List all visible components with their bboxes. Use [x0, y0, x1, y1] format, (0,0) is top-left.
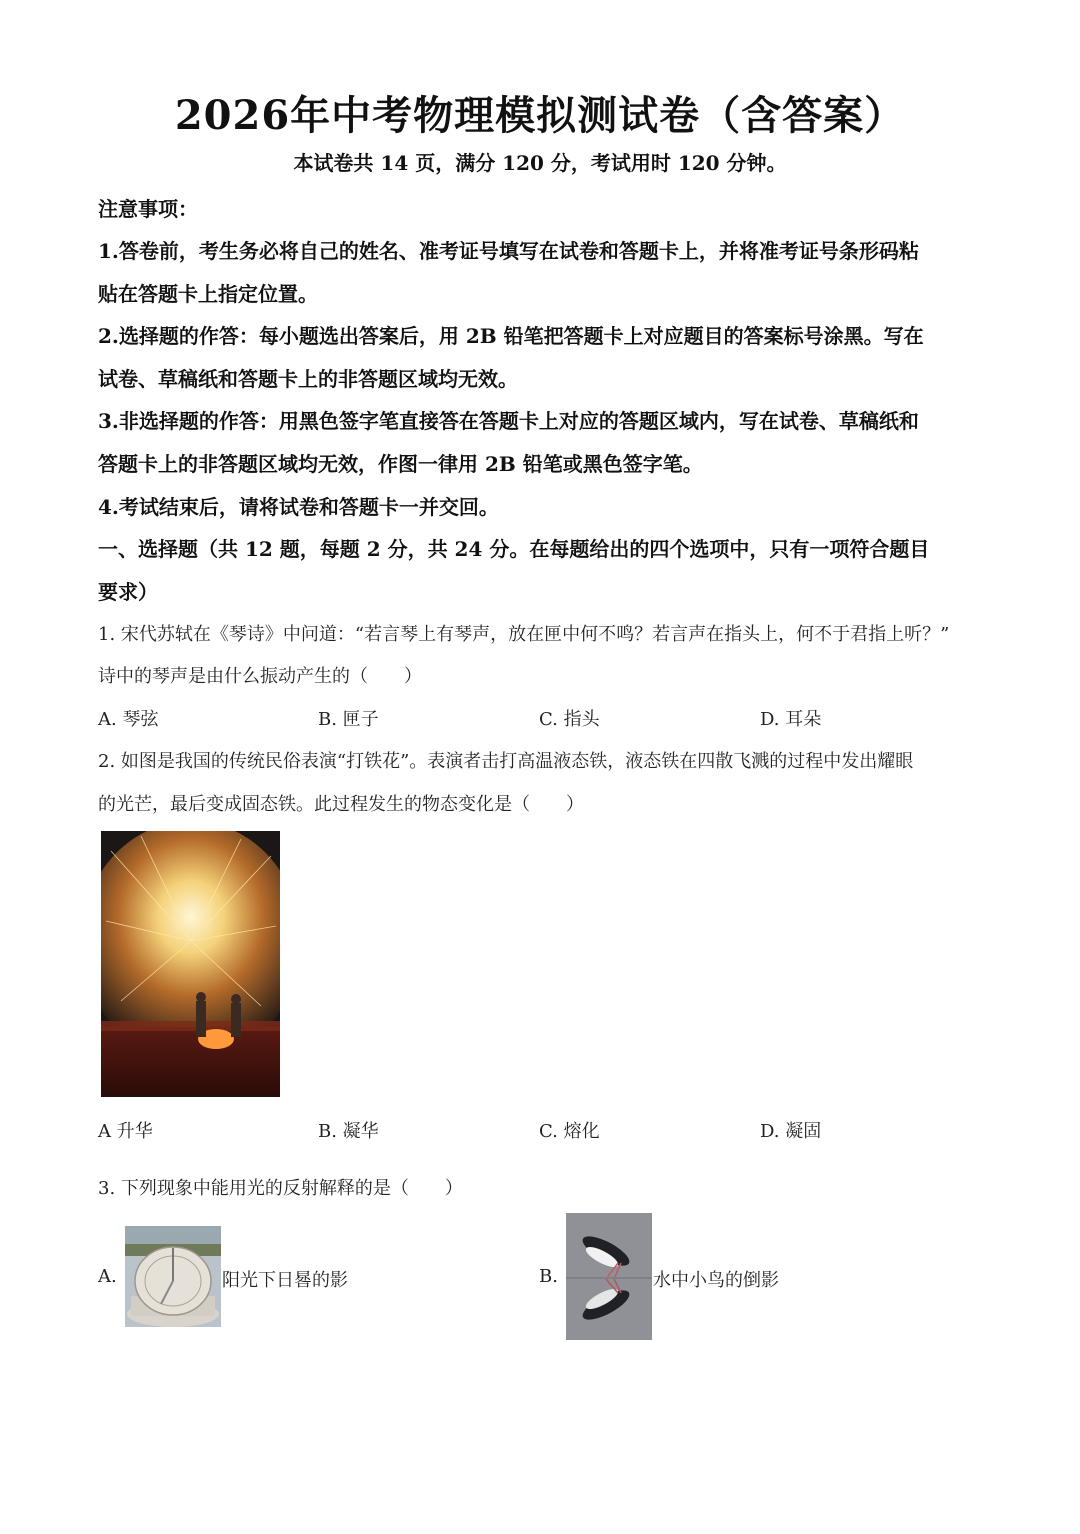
section-heading: 要求） [98, 580, 158, 604]
question-1-option-b: B. 匣子 [318, 709, 379, 730]
question-2-option-b: B. 凝华 [318, 1121, 379, 1142]
question-3-option-b-letter: B. [539, 1266, 558, 1287]
question-1-option-d: D. 耳朵 [760, 709, 822, 730]
section-heading: 一、选择题（共 12 题，每题 2 分，共 24 分。在每题给出的四个选项中，只有一项符合题目 [98, 537, 930, 561]
question-1-stem: 1. 宋代苏轼在《琴诗》中问道：“若言琴上有琴声，放在匣中何不鸣？若言声在指头上，何不于君指上听？” [98, 624, 950, 645]
bird-reflection-photo [566, 1213, 652, 1340]
iron-flower-photo [101, 831, 280, 1097]
question-3-option-a-text: 阳光下日晷的影 [222, 1270, 348, 1291]
notes-line: 答题卡上的非答题区域均无效，作图一律用 2B 铅笔或黑色签字笔。 [98, 452, 703, 476]
notes-line: 2.选择题的作答：每小题选出答案后，用 2B 铅笔把答题卡上对应题目的答案标号涂黑。写在 [98, 324, 924, 348]
notes-line: 贴在答题卡上指定位置。 [98, 282, 318, 306]
question-2-option-c: C. 熔化 [539, 1121, 600, 1142]
question-1-option-a: A. 琴弦 [98, 709, 159, 730]
notes-line: 试卷、草稿纸和答题卡上的非答题区域均无效。 [98, 367, 518, 391]
notes-line: 3.非选择题的作答：用黑色签字笔直接答在答题卡上对应的答题区域内，写在试卷、草稿纸和 [98, 409, 919, 433]
question-2-option-a: A 升华 [98, 1121, 153, 1142]
notes-line: 1.答卷前，考生务必将自己的姓名、准考证号填写在试卷和答题卡上，并将准考证号条形码粘 [98, 239, 919, 263]
question-2-option-d: D. 凝固 [760, 1121, 822, 1142]
question-3-stem: 3. 下列现象中能用光的反射解释的是（ ） [98, 1178, 463, 1199]
question-3-option-b-text: 水中小鸟的倒影 [653, 1270, 779, 1291]
question-1-stem: 诗中的琴声是由什么振动产生的（ ） [98, 666, 422, 687]
page-title: 2026年中考物理模拟测试卷（含答案） [174, 92, 906, 139]
question-3-option-a-letter: A. [98, 1266, 117, 1287]
sundial-photo [125, 1226, 221, 1327]
notes-heading: 注意事项： [98, 197, 198, 221]
exam-subtitle: 本试卷共 14 页，满分 120 分，考试用时 120 分钟。 [293, 151, 787, 175]
question-1-option-c: C. 指头 [539, 709, 600, 730]
question-2-stem: 2. 如图是我国的传统民俗表演“打铁花”。表演者击打高温液态铁，液态铁在四散飞溅的过程中发出耀眼 [98, 751, 914, 772]
notes-line: 4.考试结束后，请将试卷和答题卡一并交回。 [98, 495, 499, 519]
question-2-stem: 的光芒，最后变成固态铁。此过程发生的物态变化是（ ） [98, 794, 584, 815]
